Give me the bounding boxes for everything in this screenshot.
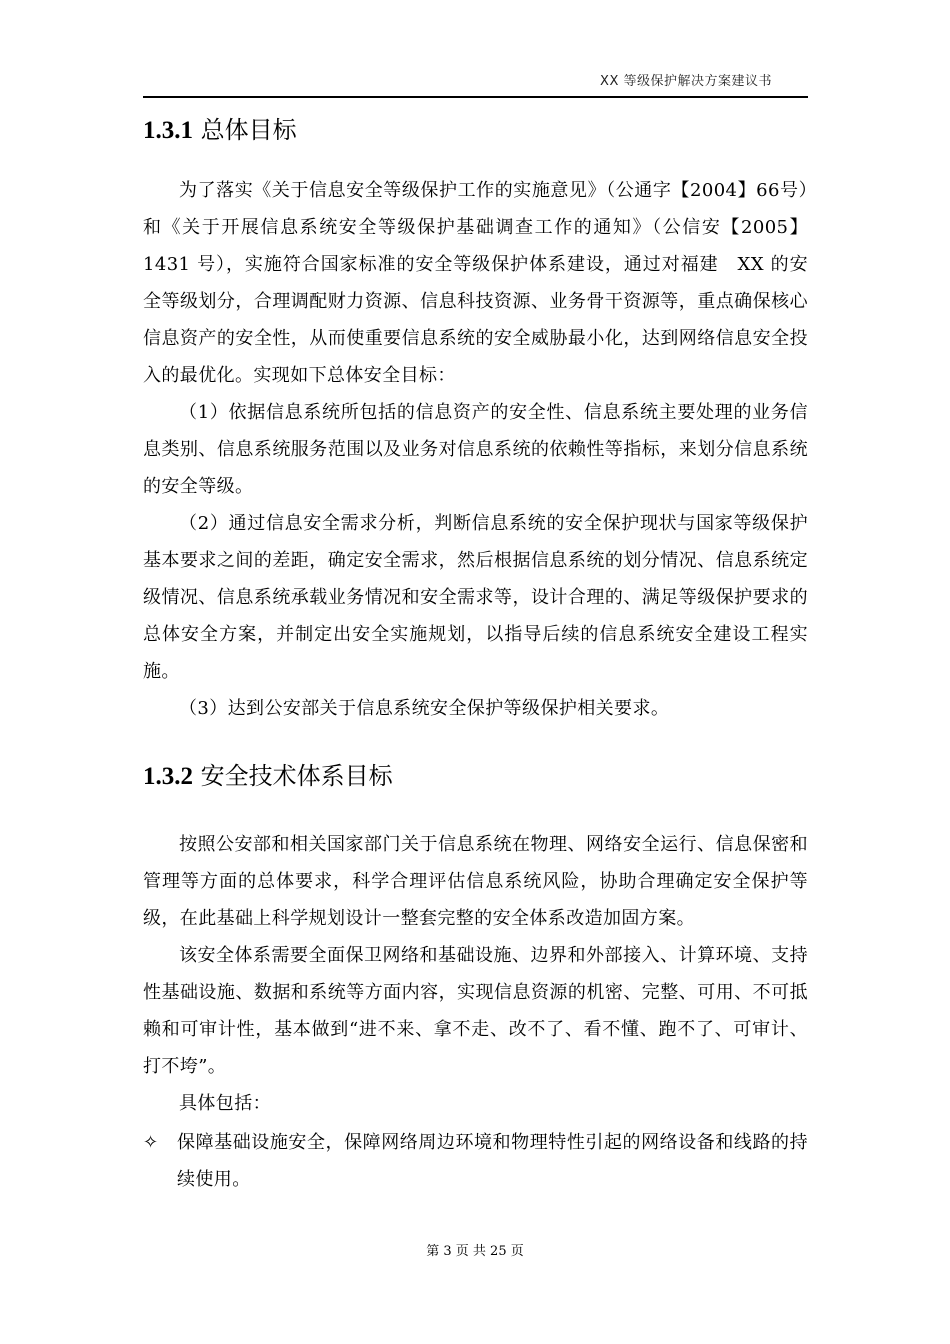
running-header: XX 等级保护解决方案建议书 [600,74,772,89]
paragraph: （2）通过信息安全需求分析，判断信息系统的安全保护现状与国家等级保护基本要求之间的差距，确定安全需求，然后根据信息系统的划分情况、信息系统定级情况、信息系统承载业务情况和安全需求等，设计合理的、满足等级保护要求的总体安全方案，并制定出安全实施规划，以指导后续的信息系统安全建设工程实施。 [143,513,808,682]
section-number: 1.3.1 [143,117,193,144]
paragraph: （1）依据信息系统所包括的信息资产的安全性、信息系统主要处理的业务信息类别、信息系统服务范围以及业务对信息系统的依赖性等指标，来划分信息系统的安全等级。 [143,402,808,497]
header-divider [143,96,808,98]
page-number-footer: 第 3 页 共 25 页 [426,1244,524,1259]
section-title: 安全技术体系目标 [200,762,393,790]
section-1-3-2-body [143,826,808,1122]
section-heading-1-3-1 [143,110,297,145]
diamond-bullet-icon: ✧ [143,1132,159,1153]
paragraph: 按照公安部和相关国家部门关于信息系统在物理、网络安全运行、信息保密和管理等方面的总体要求，科学合理评估信息系统风险，协助合理确定安全保护等级，在此基础上科学规划设计一整套完整的安全体系改造加固方案。 [143,834,808,929]
paragraph: 为了落实《关于信息安全等级保护工作的实施意见》（公通字【2004】66号）和《关于开展信息系统安全等级保护基础调查工作的通知》（公信安【2005】1431 号），实施符合国家标准的安全等级保护体系建设，通过对福建 XX 的安全等级划分，合理调配财力资源、信息科技资源、业务骨干资源等，重点确保核心信息资产的安全性，从而使重要信息系统的安全威胁最小化，达到网络信息安全投入的最优化。实现如下总体安全目标： [143,180,808,386]
paragraph: 具体包括： [179,1093,271,1114]
paragraph: （3）达到公安部关于信息系统安全保护等级保护相关要求。 [179,698,670,719]
section-title: 总体目标 [200,116,297,144]
section-number: 1.3.2 [143,763,193,790]
paragraph: 该安全体系需要全面保卫网络和基础设施、边界和外部接入、计算环境、支持性基础设施、数据和系统等方面内容，实现信息资源的机密、完整、可用、不可抵赖和可审计性，基本做到“进不来、拿不走、改不了、看不懂、跑不了、可审计、打不垮”。 [143,945,808,1077]
section-1-3-1-body [143,172,808,727]
bullet-item [143,1124,808,1198]
section-heading-1-3-2 [143,756,393,791]
bullet-text: 保障基础设施安全，保障网络周边环境和物理特性引起的网络设备和线路的持续使用。 [177,1132,808,1190]
